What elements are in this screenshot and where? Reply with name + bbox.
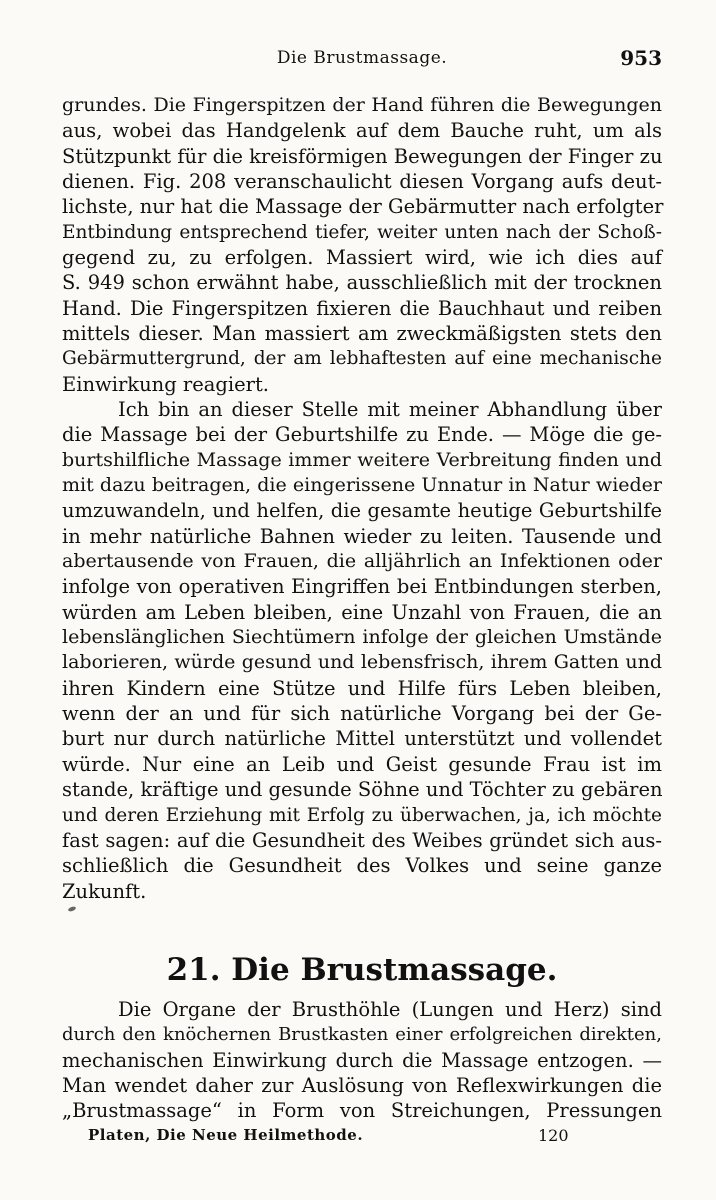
paragraph-continuation bbox=[62, 93, 662, 397]
text-line: würde. Nur eine an Leib und Geist gesunde Frau ist im bbox=[62, 752, 662, 776]
text-line: aus, wobei das Handgelenk auf dem Bauche ruht, um als bbox=[62, 119, 662, 143]
text-line: infolge von operativen Eingriffen bei Entbindungen sterben, bbox=[62, 575, 662, 599]
text-line: Man wendet daher zur Auslösung von Reflexwirkungen die bbox=[62, 1074, 662, 1098]
text-line: ihren Kindern eine Stütze und Hilfe fürs Leben bleiben, bbox=[62, 676, 662, 700]
footer-author: Platen, Die Neue Heilmethode. bbox=[88, 1126, 364, 1144]
text-line: in mehr natürliche Bahnen wieder zu leiten. Tausende und bbox=[62, 524, 662, 548]
text-line: Entbindung entsprechend tiefer, weiter unten nach der Schoß- bbox=[62, 221, 662, 243]
text-line: mit dazu beitragen, die eingerissene Unnatur in Natur wieder bbox=[62, 474, 662, 497]
text-line: mittels dieser. Man massiert am zweckmäßigsten stets den bbox=[62, 322, 662, 346]
text-line: Ich bin an dieser Stelle mit meiner Abhandlung über bbox=[118, 398, 662, 421]
text-line: umzuwandeln, und helfen, die gesamte heutige Geburtshilfe bbox=[62, 499, 662, 523]
text-line: laborieren, würde gesund und lebensfrisch, ihrem Gatten und bbox=[62, 651, 662, 674]
page-footer bbox=[88, 1126, 648, 1150]
text-line: „Brustmassage“ in Form von Streichungen, Pressungen bbox=[62, 1099, 662, 1123]
text-line: S. 949 schon erwähnt habe, ausschließlich mit der trocknen bbox=[62, 271, 662, 295]
signature-mark: 120 bbox=[538, 1126, 569, 1145]
text-line: Gebärmuttergrund, der am lebhaftesten auf eine mechanische bbox=[62, 348, 662, 370]
text-line: und deren Erziehung mit Erfolg zu überwachen, ja, ich möchte bbox=[62, 804, 662, 826]
text-line: fast sagen: auf die Gesundheit des Weibes gründet sich aus- bbox=[62, 828, 662, 852]
section-heading: 21. Die Brustmassage. bbox=[166, 952, 558, 988]
text-line: burtshilfliche Massage immer weitere Verbreitung finden und bbox=[62, 448, 662, 471]
text-line: stande, kräftige und gesunde Söhne und Töchter zu gebären bbox=[62, 778, 663, 802]
text-line: schließlich die Gesundheit des Volkes und seine ganze bbox=[62, 854, 662, 878]
text-line: durch den knöchernen Brustkasten einer erfolgreichen direkten, bbox=[62, 1024, 662, 1046]
text-line: Die Organe der Brusthöhle (Lungen und Herz) sind bbox=[118, 998, 662, 1021]
text-line: burt nur durch natürliche Mittel unterstützt und vollendet bbox=[62, 727, 662, 751]
text-line: Zukunft. bbox=[62, 879, 147, 903]
paragraph-section-start bbox=[62, 997, 662, 1124]
text-line: mechanischen Einwirkung durch die Massage entzogen. — bbox=[62, 1048, 662, 1072]
text-line: grundes. Die Fingerspitzen der Hand führen die Bewegungen bbox=[62, 94, 662, 116]
running-title: Die Brustmassage. bbox=[276, 48, 448, 68]
text-line: Hand. Die Fingerspitzen fixieren die Bauchhaut und reiben bbox=[62, 296, 662, 320]
text-line: die Massage bei der Geburtshilfe zu Ende. — Möge die ge- bbox=[62, 423, 662, 447]
text-line: Einwirkung reagiert. bbox=[62, 372, 269, 396]
text-line: dienen. Fig. 208 veranschaulicht diesen Vorgang aufs deut- bbox=[62, 170, 662, 194]
page-number: 953 bbox=[620, 46, 662, 70]
text-line: würden am Leben bleiben, eine Unzahl von Frauen, die an bbox=[62, 600, 662, 624]
running-head bbox=[62, 48, 662, 78]
text-line: lebenslänglichen Siechtümern infolge der gleichen Umstände bbox=[62, 626, 662, 649]
ink-speck bbox=[68, 906, 77, 912]
text-line: wenn der an und für sich natürliche Vorgang bei der Ge- bbox=[62, 702, 662, 726]
text-line: abertausende von Frauen, die alljährlich an Infektionen oder bbox=[62, 550, 662, 573]
text-line: lichste, nur hat die Massage der Gebärmutter nach erfolgter bbox=[62, 195, 664, 219]
paragraph-conclusion bbox=[62, 397, 662, 904]
text-line: gegend zu, zu erfolgen. Massiert wird, wie ich dies auf bbox=[62, 246, 662, 270]
text-line: Stützpunkt für die kreisförmigen Bewegungen der Finger zu bbox=[62, 144, 663, 168]
